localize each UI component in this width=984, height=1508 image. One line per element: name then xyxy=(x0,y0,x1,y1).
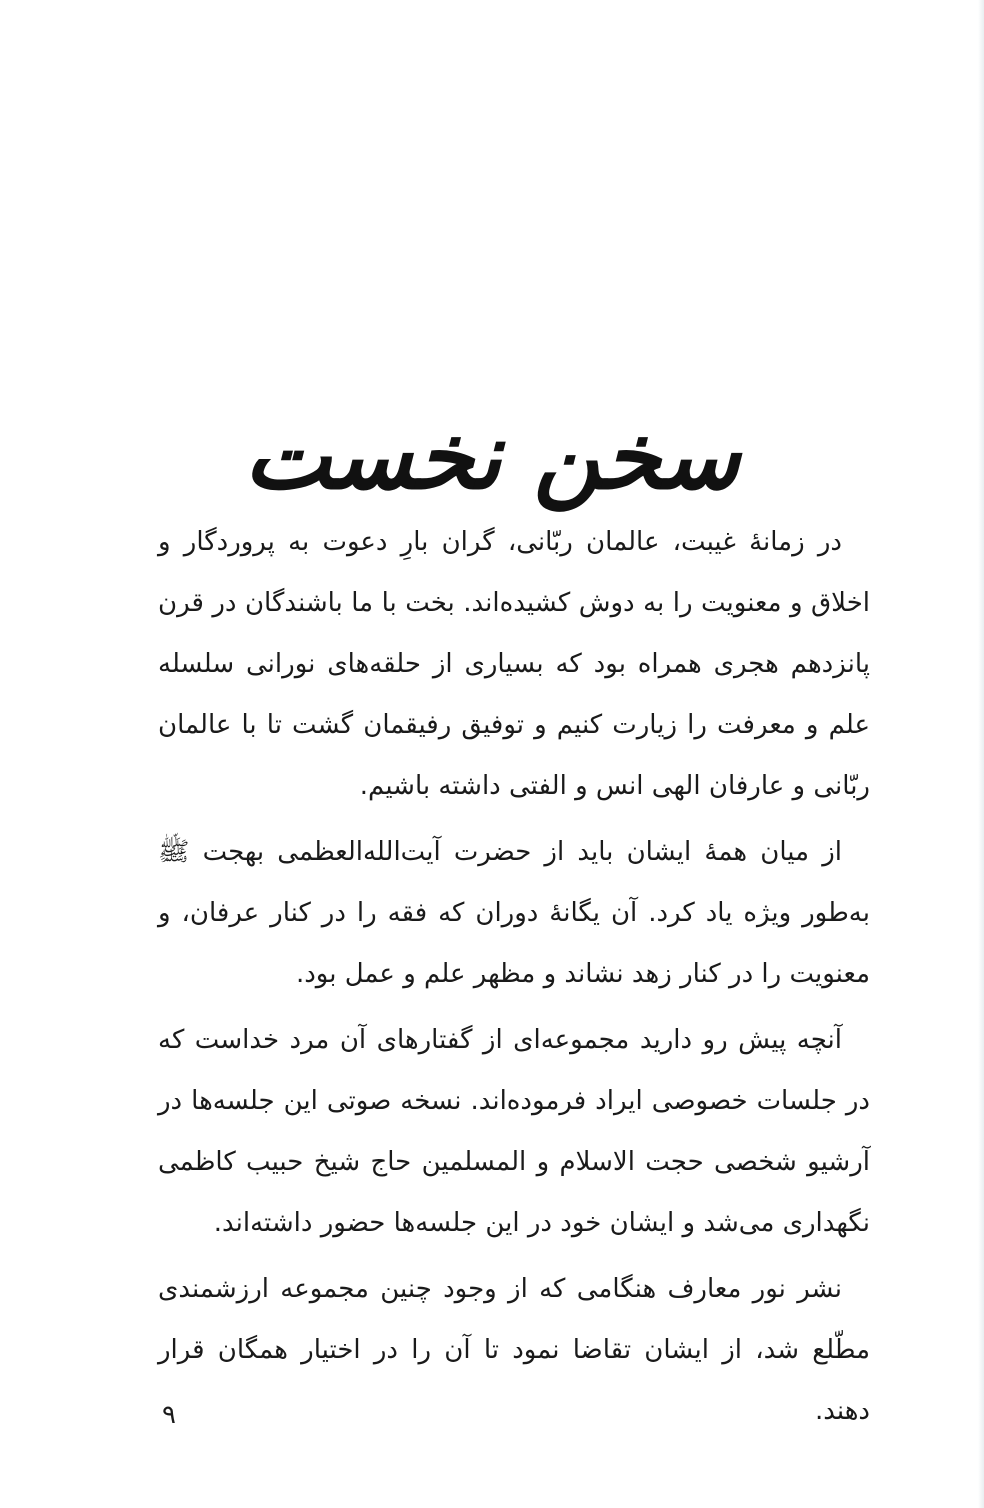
chapter-title: سخن نخست xyxy=(244,401,740,510)
page-number: ۹ xyxy=(162,1400,176,1430)
paragraph: در زمانهٔ غیبت، عالمان ربّانی، گران بارِ دعوت به پروردگار و اخلاق و معنویت را به دوش کشیده‌اند. بخت با ما باشندگان در قرن پانزدهم هجری همراه بود که بسیاری از حلقه‌های نورانی سلسله علم و معرفت را زیارت کنیم و توفیق رفیقمان گشت تا با عالمان ربّانی و عارفان الهی انس و الفتی داشته باشیم. xyxy=(158,527,870,801)
paragraph: آنچه پیش رو دارید مجموعه‌ای از گفتارهای آن مرد خداست که در جلسات خصوصی ایراد فرموده‌اند. نسخه صوتی این جلسه‌ها در آرشیو شخصی حجت الاسلام و المسلمین حاج شیخ حبیب کاظمی نگهداری می‌شد و ایشان خود در این جلسه‌ها حضور داشته‌اند. xyxy=(158,1025,870,1238)
paragraph: نشر نور معارف هنگامی که از وجود چنین مجموعه ارزشمندی مطّلع شد، از ایشان تقاضا نمود تا آن را در اختیار همگان قرار دهند. xyxy=(158,1274,870,1426)
paragraph: از میان همهٔ ایشان باید از حضرت آیت‌الله‌العظمی بهجت ﷺ به‌طور ویژه یاد کرد. آن یگانهٔ دوران که فقه را در کنار عرفان، و معنویت را در کنار زهد نشاند و مظهر علم و عمل بود. xyxy=(158,837,870,989)
body-text xyxy=(158,512,870,1447)
page-edge xyxy=(978,0,984,1508)
